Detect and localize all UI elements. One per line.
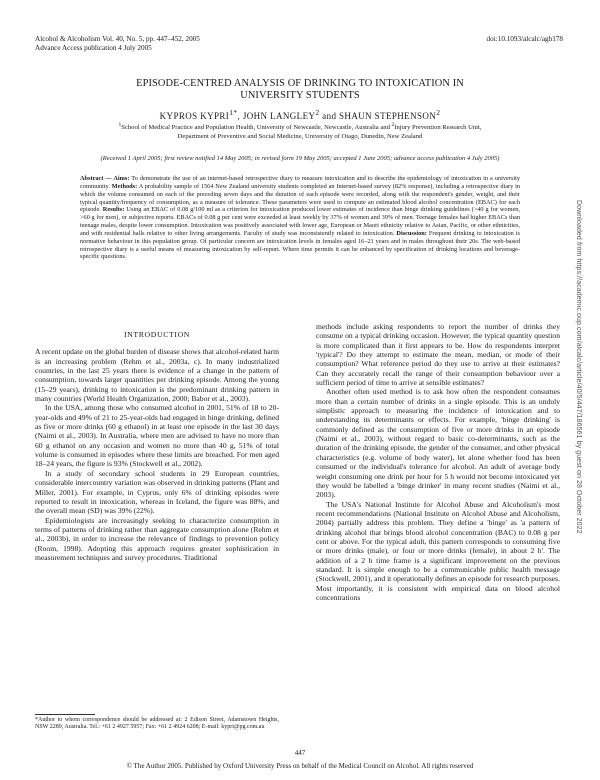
abstract-methods-label: Methods: <box>111 182 138 190</box>
abstract-results: Using an EBAC of 0.08 g/100 ml as a criterion for intoxication produced lower estimates of incidence than binge drinking guidelines (>40 g for women, >60 g for men), or subjective reports. EBACs of 0.08 g per cent were exceeded at least weekly by 37% of women and 39% of men. Teenage females had higher EBACs than teenage males, despite lower consumption. Intoxication was positively associated with lower age, European or Maori ethnicity relative to Asian, Pacific, or other ethnicities, and with residential halls relative to other living arrangements. Faculty of study was inconsistently related to intoxication. <box>80 206 520 237</box>
author-stephenson-affil: 2 <box>436 108 441 117</box>
paragraph: A recent update on the global burden of disease shows that alcohol-related harm is an increasing problem (Rehm et al., 2003a, c). In many industrialized countries, in the last 25 years there is evidence of a change in the pattern of consumption, towards larger quantities per drinking episode. Among the young (15–29 years), drinking to intoxication is the predominant drinking pattern in many countries (World Health Organization, 2000; Babor et al., 2003). <box>35 347 279 404</box>
title-line-1: EPISODE-CENTRED ANALYSIS OF DRINKING TO INTOXICATION IN <box>136 78 464 89</box>
footnote-rule <box>35 714 95 715</box>
affiliation-line-2: Department of Preventive and Social Medicine, University of Otago, Dunedin, New Zealand <box>177 132 423 140</box>
abstract <box>80 175 520 261</box>
copyright-line: © The Author 2005. Published by Oxford University Press on behalf of the Medical Council on Alcohol. All rights reserved <box>126 762 474 770</box>
section-heading-introduction: INTRODUCTION <box>123 330 191 339</box>
paragraph: The USA's National Institute for Alcohol Abuse and Alcoholism's most recent recommendations (National Institute on Alcohol Abuse and Alcoholism, 2004) partially address this problem. They define a 'binge' as 'a pattern of drinking alcohol that brings blood alcohol concentration (BAC) to 0.08 g per cent or above. For the typical adult, this pattern corresponds to consuming five or more drinks (male), or four or more drinks (female), in about 2 h'. The addition of a 2 h time frame is a significant improvement on the previous standard. It is simple enough to be a communicable public health message (Stockwell, 2001), and it operationally defines an episode for research purposes. Most importantly, it is consistent with empirical data on blood alcohol concentrations <box>316 499 560 602</box>
author-kypri: KYPROS KYPRI <box>159 111 230 121</box>
running-header-left <box>35 35 200 53</box>
paragraph: In a study of secondary school students in 29 European countries, considerable intercountry variation was observed in drinking patterns (Plant and Miller, 2001). For example, in Cyprus, only 6% of drinking episodes were reported to result in intoxication, whereas in Iceland, the figure was 88%, and the overall mean (SD) was 39% (22%). <box>35 468 279 516</box>
author-stephenson: and SHAUN STEPHENSON <box>319 111 437 121</box>
abstract-methods: A probability sample of 1564 New Zealand university students completed an Internet-based survey (82% response), including a retrospective diary in which the volume consumed on each of the preceding seven days and the duration of each episode were recorded, along with the respondent's gender, weight, and their typical quantity/frequency of consumption, as a measure of tolerance. These parameters were used to compute an estimated blood alcohol concentration (EBAC) for each episode. <box>80 182 520 214</box>
paragraph: Epidemiologists are increasingly seeking to characterize consumption in terms of patterns of drinking rather than aggregate consumption alone (Rehm et al., 2003b), in order to increase the relevance of findings to prevention policy (Room, 1998). Adopting this approach requires greater sophistication in measurement techniques and survey procedures. Traditional <box>35 515 279 562</box>
body-column-left <box>35 330 279 562</box>
title-line-2: UNIVERSITY STUDENTS <box>240 90 360 101</box>
article-title <box>35 78 565 102</box>
author-langley: , JOHN LANGLEY <box>237 111 316 121</box>
correspondence-footnote: *Author to whom correspondence should be addressed at: 2 Edison Street, Adamstown Heights, NSW 2289, Australia. Tel.: +61 2 4927 5957; Fax: +61 2 4924 6208; E-mail: kypri@pg.com.au <box>35 717 279 731</box>
page-number: 447 <box>294 749 306 757</box>
abstract-results-label: Results: <box>102 206 125 214</box>
paragraph: Another often used method is to ask how often the respondent consumes more than a certain number of drinks in a single episode. This is an unduly simplistic approach to measuring the incidence of intoxication and to understanding its determinants or effects. For example, 'binge drinking' is commonly defined as the consumption of five or more drinks in an episode (Naimi et al., 2003), without regard to basic co-determinants, such as the duration of the drinking episode, the gender of the consumer, and other physical characteristics (e.g. volume of body water), let alone whether food has been consumed or the individual's tolerance for alcohol. An adult of average body weight consuming one drink per hour for 5 h would not become intoxicated yet they would be labelled a 'binge drinker' in many recent studies (Naimi et al., 2003). <box>316 387 560 500</box>
advance-access-line: Advance Access publication 4 July 2005 <box>35 44 152 52</box>
abstract-discussion-label: Discussion: <box>396 229 427 237</box>
submission-dates: (Received 1 April 2005; first review notified 14 May 2005; in revised form 19 May 2005; accepted 1 June 2005; advance access publication 4 July 2005) <box>100 155 500 162</box>
abstract-aims-label: Abstract — Aims: <box>80 175 130 182</box>
affiliations <box>50 121 550 141</box>
doi: doi:10.1093/alcalc/agh178 <box>486 35 563 43</box>
abstract-discussion: Frequent drinking to intoxication is normative behaviour in this population group. Of particular concern are intoxication levels in females aged 16–21 years and in males throughout their 20s. The web-based retrospective diary is a useful means of measuring intoxication by self-report. Where time permits it can be enhanced by specification of drinking locations and beverage-specific questions. <box>80 229 520 261</box>
download-watermark: Downloaded from https://academic.oup.com/alcalc/article/40/5/447/186561 by guest on 28 October 2022 <box>575 200 582 534</box>
author-kypri-affil: 1* <box>229 108 238 117</box>
author-langley-affil: 2 <box>315 108 320 117</box>
abstract-aims: To demonstrate the use of an internet-based retrospective diary to measure intoxication and to describe the epidemiology of intoxication in a university community. <box>80 175 520 190</box>
journal-citation: Alcohol & Alcoholism Vol. 40, No. 5, pp. 447–452, 2005 <box>35 35 200 43</box>
paragraph: methods include asking respondents to report the number of drinks they consume on a typical drinking occasion. However, the typical quantity question is more complicated than it first appears to be. How do respondents interpret 'typical'? Do they attempt to estimate the mean, median, or mode of their consumption? What reference period do they use to arrive at their estimates? Can they accurately recall the range of their consumption behaviour over a sufficient period of time to arrive at sensible estimates? <box>316 322 560 388</box>
body-column-right <box>316 322 560 602</box>
paragraph: In the USA, among those who consumed alcohol in 2001, 51% of 18 to 20-year-olds and 49% of 21 to 25-year-olds had engaged in binge drinking, defined as five or more drinks (60 g ethanol) in at least one episode in the last 30 days (Naimi et al., 2003). In Australia, where men are advised to have no more than 60 g ethanol on any occasion and women no more than 40 g, 51% of total volume is consumed in episodes where these limits are breached. For men aged 18–24 years, the figure is 93% (Stockwell et al., 2002). <box>35 403 279 469</box>
author-list <box>35 108 565 121</box>
affiliation-line-1: $^1$School of Medical Practice and Population Health, University of Newcastle, Newcastle, Australia and $^2$Injury Prevention Research Unit, <box>118 122 482 132</box>
